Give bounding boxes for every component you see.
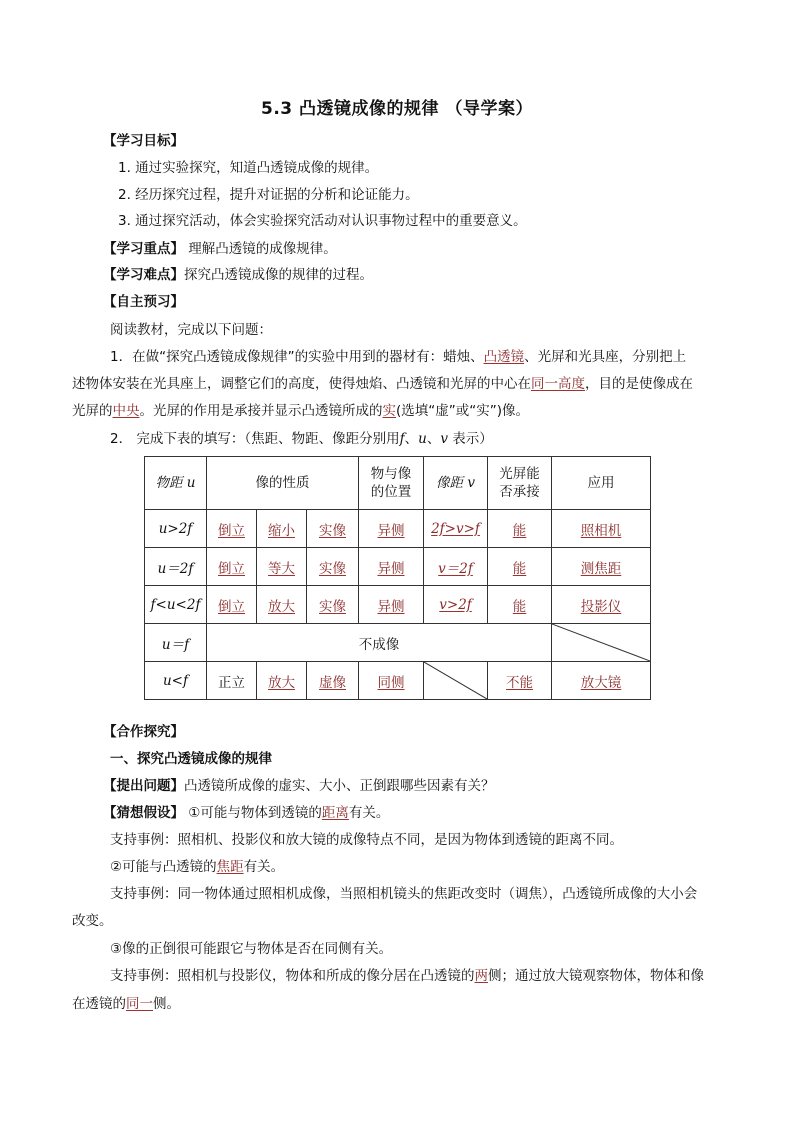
guess-2-text-a: ②可能与凸透镜的 xyxy=(110,859,217,875)
goal-item-2: 2. 经历探究过程，提升对证据的分析和论证能力。 xyxy=(118,187,419,203)
question-1-line-3 xyxy=(72,401,529,421)
question-1-line-2 xyxy=(72,374,693,394)
cell-application: 照相机 xyxy=(552,510,651,548)
header-application: 应用 xyxy=(552,457,651,510)
support-3-text-a: 支持事例：照相机与投影仪，物体和所成的像分居在凸透镜的 xyxy=(110,968,475,984)
cell-size: 放大 xyxy=(257,662,307,700)
table-row xyxy=(145,624,651,662)
cell-empty-diagonal xyxy=(424,662,488,700)
guess-3: ③像的正倒很可能跟它与物体是否在同侧有关。 xyxy=(110,941,393,957)
header-screen-line-1: 光屏能 xyxy=(499,466,540,482)
q1-text-6: 。光屏的作用是承接并显示凸透镜所成的 xyxy=(139,403,383,419)
cell-type: 实像 xyxy=(307,586,359,624)
goal-item-1: 1. 通过实验探究，知道凸透镜成像的规律。 xyxy=(118,160,379,176)
cell-orientation: 倒立 xyxy=(207,510,257,548)
q2-symbol-f: f xyxy=(399,431,405,447)
guess-1 xyxy=(103,803,389,823)
q2-text-2: 表示） xyxy=(447,431,493,447)
cell-no-image: 不成像 xyxy=(207,624,552,662)
cell-type: 实像 xyxy=(307,510,359,548)
cell-u: u<f xyxy=(145,662,207,700)
q1-answer-real: 实 xyxy=(382,403,396,419)
q1-text-1: 1．在做“探究凸透镜成像规律”的实验中用到的器材有：蜡烛、 xyxy=(110,349,484,365)
guess-1-answer: 距离 xyxy=(321,805,349,821)
header-screen xyxy=(488,457,552,510)
difficulty-heading: 【学习难点】 xyxy=(103,267,184,283)
header-position xyxy=(359,457,424,510)
cell-screen: 不能 xyxy=(488,662,552,700)
cell-v: 2f>v>f xyxy=(424,510,488,548)
header-position-line-1: 物与像 xyxy=(370,466,412,482)
cell-position: 异侧 xyxy=(359,510,424,548)
cell-screen: 能 xyxy=(488,586,552,624)
coop-heading: 【合作探究】 xyxy=(103,724,184,740)
table-row xyxy=(145,586,651,624)
header-image-distance: 像距 v xyxy=(424,457,488,510)
q2-text-1: 2． 完成下表的填写：（焦距、物距、像距分别用 xyxy=(110,431,400,447)
key-point-heading: 【学习重点】 xyxy=(103,241,184,257)
question-heading: 【提出问题】 xyxy=(103,778,184,794)
guess-1-text-b: 有关。 xyxy=(348,805,390,821)
cell-screen: 能 xyxy=(488,548,552,586)
q1-text-7: (选填“虚”或“实”)像。 xyxy=(396,403,530,419)
guess-2-answer: 焦距 xyxy=(216,859,244,875)
q2-sep-2: 、 xyxy=(426,431,441,447)
support-3-answer-2: 同一 xyxy=(126,996,153,1012)
cell-application: 投影仪 xyxy=(552,586,651,624)
cell-type: 实像 xyxy=(307,548,359,586)
support-3-line-1 xyxy=(110,966,704,986)
preview-heading: 【自主预习】 xyxy=(103,294,184,310)
support-3-answer-1: 两 xyxy=(474,968,488,984)
cell-u: f<u<2f xyxy=(145,586,207,624)
q1-text-5: 光屏的 xyxy=(72,403,113,419)
guess-heading: 【猜想假设】 xyxy=(103,805,184,821)
question-1-line-1 xyxy=(110,347,686,367)
table-header-row xyxy=(145,457,651,510)
imaging-rules-table xyxy=(144,456,651,700)
cell-orientation: 正立 xyxy=(207,662,257,700)
cell-size: 等大 xyxy=(257,548,307,586)
q1-text-3: 述物体安装在光具座上，调整它们的高度，使得烛焰、凸透镜和光屏的中心在 xyxy=(72,376,531,392)
cell-size: 放大 xyxy=(257,586,307,624)
cell-empty-diagonal xyxy=(552,624,651,662)
q1-answer-lens: 凸透镜 xyxy=(483,349,525,365)
header-position-line-2: 的位置 xyxy=(370,484,412,500)
q1-text-4: ，目的是使像成在 xyxy=(585,376,693,392)
cell-orientation: 倒立 xyxy=(207,586,257,624)
support-3-text-c: 在透镜的 xyxy=(72,996,126,1012)
cell-position: 异侧 xyxy=(359,548,424,586)
q1-answer-center: 中央 xyxy=(112,403,140,419)
question-2 xyxy=(110,429,493,449)
guess-2-text-b: 有关。 xyxy=(243,859,285,875)
support-2-line-1: 支持事例：同一物体通过照相机成像，当照相机镜头的焦距改变时（调焦），凸透镜所成像的大小会 xyxy=(110,886,698,902)
support-1: 支持事例：照相机、投影仪和放大镜的成像特点不同，是因为物体到透镜的距离不同。 xyxy=(110,832,623,848)
q2-sep-1: 、 xyxy=(404,431,419,447)
q1-answer-height: 同一高度 xyxy=(531,376,585,392)
coop-section-title: 一、探究凸透镜成像的规律 xyxy=(110,751,272,767)
key-point-text: 理解凸透镜的成像规律。 xyxy=(184,241,337,257)
cell-u: u＝f xyxy=(145,624,207,662)
q2-symbol-u: u xyxy=(418,431,427,447)
cell-v: v＝2f xyxy=(424,548,488,586)
support-3-text-b: 侧；通过放大镜观察物体，物体和像 xyxy=(488,968,704,984)
diagonal-line xyxy=(552,624,650,661)
table-row xyxy=(145,662,651,700)
cell-position: 同侧 xyxy=(359,662,424,700)
cell-screen: 能 xyxy=(488,510,552,548)
diagonal-line xyxy=(424,662,487,699)
support-3-line-2 xyxy=(72,994,180,1014)
cell-position: 异侧 xyxy=(359,586,424,624)
goals-heading: 【学习目标】 xyxy=(103,133,184,149)
guess-1-text-a: ①可能与物体到透镜的 xyxy=(184,805,322,821)
cell-application: 放大镜 xyxy=(552,662,651,700)
question-text: 凸透镜所成像的虚实、大小、正倒跟哪些因素有关？ xyxy=(184,778,495,794)
preview-intro: 阅读教材，完成以下问题： xyxy=(110,322,272,338)
cell-orientation: 倒立 xyxy=(207,548,257,586)
cell-size: 缩小 xyxy=(257,510,307,548)
key-point xyxy=(103,239,337,259)
cell-application: 测焦距 xyxy=(552,548,651,586)
cell-u: u＝2f xyxy=(145,548,207,586)
header-image-nature: 像的性质 xyxy=(207,457,359,510)
page-title: 5.3 凸透镜成像的规律 （导学案） xyxy=(261,99,533,119)
q1-text-2: 、光屏和光具座，分别把上 xyxy=(524,349,687,365)
header-object-distance: 物距 u xyxy=(145,457,207,510)
difficulty xyxy=(103,265,373,285)
table-row xyxy=(145,510,651,548)
table-row xyxy=(145,548,651,586)
cell-type: 虚像 xyxy=(307,662,359,700)
header-screen-line-2: 否承接 xyxy=(499,484,540,500)
support-3-text-d: 侧。 xyxy=(153,996,180,1012)
support-2-line-2: 改变。 xyxy=(72,913,113,929)
goal-item-3: 3. 通过探究活动，体会实验探究活动对认识事物过程中的重要意义。 xyxy=(118,213,527,229)
difficulty-text: 探究凸透镜成像的规律的过程。 xyxy=(184,267,373,283)
cell-u: u>2f xyxy=(145,510,207,548)
guess-2 xyxy=(110,857,284,877)
cell-v: v>2f xyxy=(424,586,488,624)
q2-symbol-v: v xyxy=(440,431,448,447)
question-section xyxy=(103,776,495,796)
